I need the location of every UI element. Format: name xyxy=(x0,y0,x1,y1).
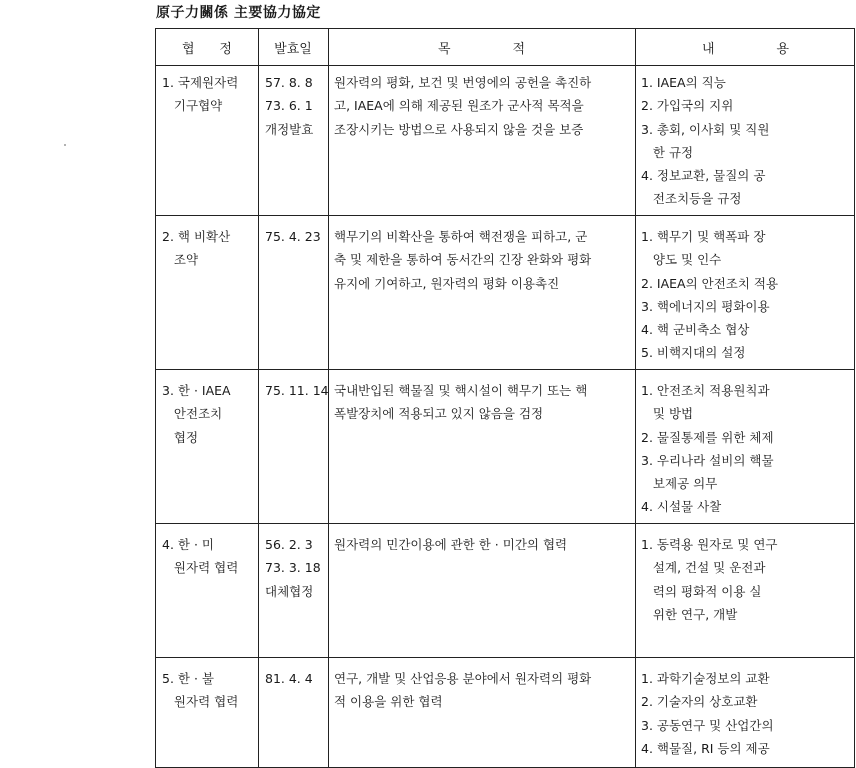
row-4-content: 1. 동력용 원자로 및 연구 설계, 건설 및 운전과 력의 평화적 이용 실 위한 연구, 개발 xyxy=(641,537,778,622)
row-1-purpose: 원자력의 평화, 보건 및 번영에의 공헌을 촉진하 고, IAEA에 의해 제공된 원조가 군사적 목적을 조장시키는 방법으로 사용되지 않을 것을 보증 xyxy=(334,75,592,137)
row-2-purpose: 핵무기의 비확산을 통하여 핵전쟁을 피하고, 군 축 및 제한을 통하여 동서간의 긴장 완화와 평화 유지에 기여하고, 원자력의 평화 이용촉진 xyxy=(334,229,592,291)
row-1-agreement: 1. 국제원자력 기구협약 xyxy=(162,75,239,114)
document-title: 原子力關係 主要協力協定 xyxy=(156,5,321,21)
agreements-table xyxy=(155,28,855,768)
header-purpose: 목 적 xyxy=(437,41,526,57)
row-3-agreement: 3. 한 · IAEA 안전조치 협정 xyxy=(162,383,231,445)
row-3-content: 1. 안전조치 적용원칙과 및 방법 2. 물질통제를 위한 체제 3. 우리나라 설비의 핵물 보제공 의무 4. 시설물 사찰 xyxy=(641,383,774,515)
row-3-purpose: 국내반입된 핵물질 및 핵시설이 핵무기 또는 핵 폭발장치에 적용되고 있지 않음을 검정 xyxy=(334,383,588,422)
row-5-date: 81. 4. 4 xyxy=(265,671,313,686)
row-3-date: 75. 11. 14 xyxy=(265,383,329,398)
row-5-agreement: 5. 한 · 불 원자력 협력 xyxy=(162,671,239,710)
row-4-agreement: 4. 한 · 미 원자력 협력 xyxy=(162,537,239,576)
header-content: 내 용 xyxy=(701,41,790,57)
row-divider xyxy=(156,657,854,658)
row-2-date: 75. 4. 23 xyxy=(265,229,321,244)
row-divider xyxy=(156,215,854,216)
header-divider xyxy=(156,65,854,66)
scan-speck xyxy=(64,144,66,146)
row-1-date: 57. 8. 8 73. 6. 1 개정발효 xyxy=(265,75,314,137)
row-2-content: 1. 핵무기 및 핵폭파 장 양도 및 인수 2. IAEA의 안전조치 적용 3. 핵에너지의 평화이용 4. 핵 군비축소 협상 5. 비핵지대의 설정 xyxy=(641,229,779,361)
header-agreement: 협 정 xyxy=(182,41,232,57)
row-2-agreement: 2. 핵 비확산 조약 xyxy=(162,229,231,268)
row-1-content: 1. IAEA의 직능 2. 가입국의 지위 3. 총회, 이사회 및 직원 한 규정 4. 정보교환, 물질의 공 전조치등을 규정 xyxy=(641,75,770,207)
row-5-purpose: 연구, 개발 및 산업응용 분야에서 원자력의 평화 적 이용을 위한 협력 xyxy=(334,671,592,710)
header-effective-date: 발효일 xyxy=(274,41,312,57)
row-4-purpose: 원자력의 민간이용에 관한 한 · 미간의 협력 xyxy=(334,537,568,552)
row-divider xyxy=(156,523,854,524)
row-5-content: 1. 과학기술정보의 교환 2. 기술자의 상호교환 3. 공동연구 및 산업간의 4. 핵물질, RI 등의 제공 xyxy=(641,671,774,756)
row-4-date: 56. 2. 3 73. 3. 18 대체협정 xyxy=(265,537,321,599)
row-divider xyxy=(156,369,854,370)
